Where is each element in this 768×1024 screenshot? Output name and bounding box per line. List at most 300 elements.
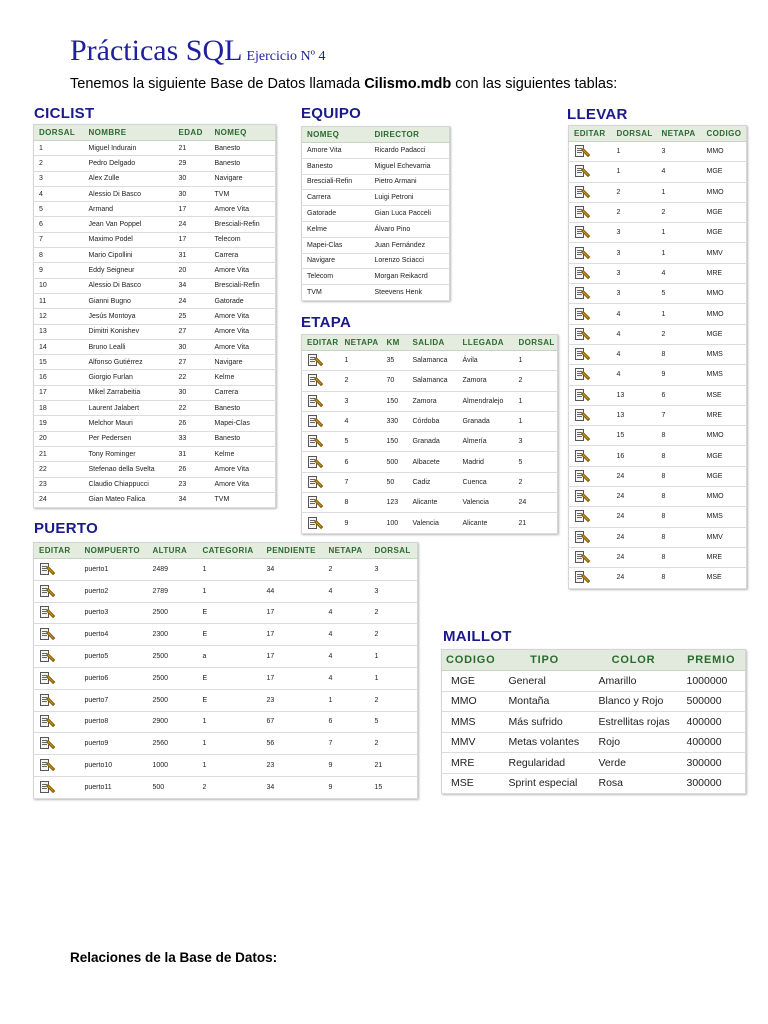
table-cell: 7	[34, 232, 84, 247]
table-cell: 4	[324, 602, 370, 624]
table-cell: 3	[370, 559, 418, 581]
table-cell: 2500	[148, 689, 198, 711]
edit-cell[interactable]	[302, 371, 340, 391]
table-cell: MMS	[702, 507, 747, 527]
table-cell: 2300	[148, 624, 198, 646]
table-cell: 29	[174, 156, 210, 171]
table-cell: 2	[657, 202, 702, 222]
table-row	[302, 206, 450, 222]
table-row	[569, 243, 747, 263]
table-cell: puerto2	[80, 580, 148, 602]
edit-cell[interactable]	[569, 487, 612, 507]
table-cell: Amore Vita	[210, 263, 276, 278]
table-row	[34, 171, 276, 186]
table-cell: MMV	[442, 732, 500, 753]
edit-cell[interactable]	[569, 263, 612, 283]
table-cell: MMO	[702, 304, 747, 324]
table-row	[34, 339, 276, 354]
table-cell: 17	[262, 667, 324, 689]
table-row	[569, 426, 747, 446]
table-cell: 2	[612, 202, 657, 222]
table-cell: Amore Vita	[210, 462, 276, 477]
edit-record-icon[interactable]	[39, 671, 55, 686]
table-cell: 3	[612, 263, 657, 283]
table-row	[34, 385, 276, 400]
table-cell: 2	[514, 371, 558, 391]
edit-record-icon[interactable]	[574, 246, 590, 261]
edit-record-icon[interactable]	[574, 570, 590, 585]
edit-record-icon[interactable]	[574, 144, 590, 159]
table-row	[34, 416, 276, 431]
etapa-col-header: SALIDA	[408, 335, 458, 351]
table-cell: 26	[174, 416, 210, 431]
table-cell: 17	[262, 624, 324, 646]
table-cell: 8	[34, 248, 84, 263]
table-cell: 300000	[678, 773, 746, 794]
edit-cell[interactable]	[569, 223, 612, 243]
edit-record-icon[interactable]	[574, 205, 590, 220]
table-cell: Pietro Armani	[370, 174, 450, 190]
table-cell: 2500	[148, 646, 198, 668]
table-cell: 3	[612, 284, 657, 304]
edit-record-icon[interactable]	[574, 347, 590, 362]
table-cell: 1	[514, 391, 558, 411]
edit-record-icon[interactable]	[307, 353, 323, 368]
table-row	[442, 773, 746, 794]
edit-record-icon[interactable]	[39, 780, 55, 795]
table-row	[569, 405, 747, 425]
table-cell: Steevens Henk	[370, 285, 450, 301]
puerto-table	[33, 542, 418, 799]
table-cell: Maximo Podel	[84, 232, 174, 247]
table-cell: 21	[34, 446, 84, 461]
llevar-col-header: EDITAR	[569, 126, 612, 142]
edit-cell[interactable]	[569, 568, 612, 588]
table-cell: a	[198, 646, 262, 668]
table-cell: 17	[174, 232, 210, 247]
table-cell: Regularidad	[500, 753, 590, 774]
table-cell: Amore Vita	[210, 202, 276, 217]
edit-record-icon[interactable]	[574, 530, 590, 545]
edit-record-icon[interactable]	[574, 550, 590, 565]
edit-cell[interactable]	[302, 351, 340, 371]
edit-cell[interactable]	[569, 426, 612, 446]
table-cell: Kelme	[210, 446, 276, 461]
edit-cell[interactable]	[302, 452, 340, 472]
table-cell: Almendralejo	[458, 391, 514, 411]
edit-cell[interactable]	[34, 646, 80, 668]
edit-cell[interactable]	[569, 324, 612, 344]
maillot-col-header: TIPO	[500, 650, 590, 671]
table-cell: TVM	[210, 492, 276, 507]
table-cell: 8	[657, 466, 702, 486]
edit-cell[interactable]	[569, 243, 612, 263]
table-cell: 8	[657, 507, 702, 527]
etapa-col-header: EDITAR	[302, 335, 340, 351]
edit-record-icon[interactable]	[39, 584, 55, 599]
table-cell: 7	[657, 405, 702, 425]
edit-record-icon[interactable]	[307, 373, 323, 388]
table-cell: 5	[34, 202, 84, 217]
edit-record-icon[interactable]	[574, 428, 590, 443]
table-cell: 6	[657, 385, 702, 405]
table-row	[569, 568, 747, 588]
table-cell: Navigare	[210, 171, 276, 186]
table-cell: Carrera	[210, 248, 276, 263]
edit-cell[interactable]	[34, 602, 80, 624]
table-cell: Blanco y Rojo	[590, 691, 678, 712]
table-row	[34, 355, 276, 370]
table-cell: 7	[324, 733, 370, 755]
table-cell: 1	[657, 182, 702, 202]
table-cell: 8	[657, 344, 702, 364]
edit-record-icon[interactable]	[39, 649, 55, 664]
table-cell: Amore Vita	[210, 324, 276, 339]
edit-cell[interactable]	[569, 344, 612, 364]
table-row	[34, 263, 276, 278]
table-cell: Mapei-Clas	[302, 237, 370, 253]
table-cell: Laurent Jalabert	[84, 401, 174, 416]
edit-cell[interactable]	[302, 432, 340, 452]
table-cell: puerto11	[80, 776, 148, 798]
table-cell: 22	[174, 401, 210, 416]
edit-record-icon[interactable]	[39, 605, 55, 620]
table-cell: 1	[370, 646, 418, 668]
table-cell: Alfonso Gutiérrez	[84, 355, 174, 370]
table-cell: Alessio Di Basco	[84, 278, 174, 293]
table-cell: Amore Vita	[302, 143, 370, 159]
edit-cell[interactable]	[569, 202, 612, 222]
etapa-col-header: NETAPA	[340, 335, 382, 351]
edit-cell[interactable]	[569, 507, 612, 527]
edit-cell[interactable]	[569, 284, 612, 304]
edit-record-icon[interactable]	[574, 164, 590, 179]
table-cell: 4	[612, 344, 657, 364]
table-cell: Granada	[458, 411, 514, 431]
table-cell: MSE	[702, 568, 747, 588]
table-cell: Jean Van Poppel	[84, 217, 174, 232]
maillot-col-header: PREMIO	[678, 650, 746, 671]
table-cell: Alicante	[408, 493, 458, 513]
table-cell: 4	[324, 624, 370, 646]
table-row	[302, 351, 558, 371]
table-cell: MMO	[702, 142, 747, 162]
edit-cell[interactable]	[34, 580, 80, 602]
table-row	[302, 432, 558, 452]
llevar-col-header: DORSAL	[612, 126, 657, 142]
edit-cell[interactable]	[569, 182, 612, 202]
equipo-heading: EQUIPO	[301, 105, 362, 122]
table-cell: General	[500, 671, 590, 692]
table-cell: 5	[370, 711, 418, 733]
edit-record-icon[interactable]	[574, 185, 590, 200]
edit-record-icon[interactable]	[307, 394, 323, 409]
edit-record-icon[interactable]	[574, 408, 590, 423]
table-cell: 500	[382, 452, 408, 472]
table-cell: Tony Rominger	[84, 446, 174, 461]
table-cell: MMO	[702, 487, 747, 507]
table-cell: MMS	[702, 365, 747, 385]
table-cell: Per Pedersen	[84, 431, 174, 446]
table-row	[569, 507, 747, 527]
table-cell: 123	[382, 493, 408, 513]
edit-cell[interactable]	[569, 527, 612, 547]
table-cell: Gatorade	[302, 206, 370, 222]
table-row	[302, 452, 558, 472]
table-cell: 6	[34, 217, 84, 232]
table-cell: 2	[370, 602, 418, 624]
table-row	[569, 527, 747, 547]
table-cell: 300000	[678, 753, 746, 774]
table-cell: Morgan Reikacrd	[370, 269, 450, 285]
table-cell: Zamora	[458, 371, 514, 391]
table-cell: 31	[174, 446, 210, 461]
edit-cell[interactable]	[34, 667, 80, 689]
table-cell: 1000000	[678, 671, 746, 692]
edit-record-icon[interactable]	[307, 475, 323, 490]
intro-text	[70, 76, 617, 92]
table-cell: 30	[174, 186, 210, 201]
db-name: Cilismo.mdb	[364, 76, 452, 92]
table-cell: Jesús Montoya	[84, 309, 174, 324]
edit-cell[interactable]	[302, 472, 340, 492]
table-cell: 2560	[148, 733, 198, 755]
ciclist-col-header: NOMEQ	[210, 125, 276, 141]
edit-cell[interactable]	[569, 446, 612, 466]
table-cell: 330	[382, 411, 408, 431]
table-cell: Stefenao della Svelta	[84, 462, 174, 477]
puerto-col-header: CATEGORIA	[198, 543, 262, 559]
table-cell: puerto3	[80, 602, 148, 624]
edit-cell[interactable]	[569, 304, 612, 324]
table-cell: Eddy Seigneur	[84, 263, 174, 278]
table-row	[34, 776, 418, 798]
puerto-col-header: EDITAR	[34, 543, 80, 559]
edit-cell[interactable]	[569, 162, 612, 182]
page-title	[70, 34, 325, 68]
table-cell: 24	[612, 507, 657, 527]
table-row	[302, 158, 450, 174]
table-cell: 2	[370, 733, 418, 755]
table-cell: Banesto	[210, 141, 276, 156]
table-cell: 1	[340, 351, 382, 371]
edit-record-icon[interactable]	[307, 495, 323, 510]
table-cell: 1	[514, 351, 558, 371]
table-cell: 14	[34, 339, 84, 354]
edit-record-icon[interactable]	[574, 367, 590, 382]
table-cell: E	[198, 602, 262, 624]
table-cell: 5	[340, 432, 382, 452]
table-cell: Albacete	[408, 452, 458, 472]
edit-record-icon[interactable]	[574, 469, 590, 484]
table-cell: Estrellitas rojas	[590, 712, 678, 733]
edit-cell[interactable]	[569, 365, 612, 385]
edit-record-icon[interactable]	[307, 414, 323, 429]
table-cell: 16	[612, 446, 657, 466]
table-cell: 2	[514, 472, 558, 492]
table-row	[34, 446, 276, 461]
edit-record-icon[interactable]	[574, 388, 590, 403]
table-cell: Bresciali-Refin	[210, 278, 276, 293]
table-cell: Alex Zulle	[84, 171, 174, 186]
table-cell: 16	[34, 370, 84, 385]
table-cell: 70	[382, 371, 408, 391]
edit-record-icon[interactable]	[39, 693, 55, 708]
table-cell: 24	[612, 547, 657, 567]
table-cell: Kelme	[302, 221, 370, 237]
table-cell: 3	[34, 171, 84, 186]
table-cell: Cuenca	[458, 472, 514, 492]
table-cell: 2	[612, 182, 657, 202]
edit-cell[interactable]	[34, 624, 80, 646]
edit-record-icon[interactable]	[574, 286, 590, 301]
etapa-header-row	[302, 335, 558, 351]
table-row	[302, 371, 558, 391]
table-cell: 4	[324, 580, 370, 602]
table-cell: 1	[370, 667, 418, 689]
table-row	[34, 232, 276, 247]
table-row	[34, 186, 276, 201]
edit-cell[interactable]	[569, 142, 612, 162]
edit-record-icon[interactable]	[574, 509, 590, 524]
puerto-col-header: DORSAL	[370, 543, 418, 559]
table-cell: 1	[198, 733, 262, 755]
table-row	[302, 237, 450, 253]
table-cell: Verde	[590, 753, 678, 774]
llevar-col-header: CODIGO	[702, 126, 747, 142]
edit-record-icon[interactable]	[307, 455, 323, 470]
maillot-heading: MAILLOT	[443, 628, 512, 645]
table-cell: Metas volantes	[500, 732, 590, 753]
table-cell: MRE	[442, 753, 500, 774]
table-row	[34, 492, 276, 507]
table-cell: 9	[340, 513, 382, 533]
table-cell: 10	[34, 278, 84, 293]
table-row	[569, 202, 747, 222]
table-cell: 1	[657, 223, 702, 243]
table-cell: Valencia	[408, 513, 458, 533]
edit-cell[interactable]	[34, 755, 80, 777]
table-cell: MMV	[702, 243, 747, 263]
table-cell: puerto1	[80, 559, 148, 581]
table-cell: 4	[324, 667, 370, 689]
table-row	[569, 365, 747, 385]
table-row	[34, 477, 276, 492]
table-cell: 150	[382, 432, 408, 452]
table-cell: MGE	[442, 671, 500, 692]
edit-record-icon[interactable]	[307, 434, 323, 449]
table-cell: Rosa	[590, 773, 678, 794]
table-row	[34, 559, 418, 581]
edit-cell[interactable]	[34, 559, 80, 581]
table-row	[569, 446, 747, 466]
table-cell: Telecom	[302, 269, 370, 285]
table-cell: 17	[174, 202, 210, 217]
table-cell: 20	[174, 263, 210, 278]
table-row	[34, 324, 276, 339]
edit-record-icon[interactable]	[574, 327, 590, 342]
table-row	[302, 221, 450, 237]
etapa-heading: ETAPA	[301, 314, 352, 331]
table-cell: Navigare	[302, 253, 370, 269]
table-cell: MMS	[442, 712, 500, 733]
edit-record-icon[interactable]	[574, 489, 590, 504]
table-cell: 500000	[678, 691, 746, 712]
table-cell: MMO	[702, 182, 747, 202]
table-cell: Miguel Echevarria	[370, 158, 450, 174]
edit-cell[interactable]	[34, 733, 80, 755]
table-row	[34, 370, 276, 385]
edit-record-icon[interactable]	[307, 516, 323, 531]
table-cell: 17	[34, 385, 84, 400]
table-cell: 27	[174, 355, 210, 370]
table-cell: 6	[324, 711, 370, 733]
table-cell: 4	[340, 411, 382, 431]
table-row	[34, 667, 418, 689]
table-cell: 4	[612, 324, 657, 344]
table-cell: 31	[174, 248, 210, 263]
table-cell: MRE	[702, 547, 747, 567]
table-cell: 2900	[148, 711, 198, 733]
table-cell: 3	[370, 580, 418, 602]
table-cell: 4	[612, 304, 657, 324]
table-cell: 9	[34, 263, 84, 278]
edit-cell[interactable]	[569, 547, 612, 567]
edit-record-icon[interactable]	[574, 449, 590, 464]
table-cell: 9	[657, 365, 702, 385]
edit-record-icon[interactable]	[39, 562, 55, 577]
table-row	[442, 712, 746, 733]
table-cell: Banesto	[302, 158, 370, 174]
edit-cell[interactable]	[569, 385, 612, 405]
table-row	[302, 285, 450, 301]
table-cell: Córdoba	[408, 411, 458, 431]
table-cell: 24	[612, 527, 657, 547]
table-cell: 13	[34, 324, 84, 339]
table-row	[302, 190, 450, 206]
table-cell: TVM	[210, 186, 276, 201]
etapa-col-header: KM	[382, 335, 408, 351]
edit-record-icon[interactable]	[574, 266, 590, 281]
table-row	[34, 733, 418, 755]
edit-cell[interactable]	[302, 513, 340, 533]
edit-cell[interactable]	[34, 776, 80, 798]
edit-record-icon[interactable]	[574, 225, 590, 240]
table-cell: Almería	[458, 432, 514, 452]
table-cell: 1	[612, 142, 657, 162]
edit-cell[interactable]	[302, 391, 340, 411]
edit-cell[interactable]	[302, 493, 340, 513]
edit-cell[interactable]	[569, 466, 612, 486]
table-row	[302, 269, 450, 285]
table-cell: Juan Fernández	[370, 237, 450, 253]
edit-record-icon[interactable]	[39, 736, 55, 751]
edit-record-icon[interactable]	[39, 758, 55, 773]
table-cell: MGE	[702, 223, 747, 243]
edit-cell[interactable]	[302, 411, 340, 431]
edit-record-icon[interactable]	[39, 714, 55, 729]
table-cell: 15	[612, 426, 657, 446]
edit-cell[interactable]	[34, 689, 80, 711]
table-cell: MGE	[702, 162, 747, 182]
table-cell: 8	[657, 527, 702, 547]
edit-record-icon[interactable]	[574, 307, 590, 322]
table-cell: 34	[262, 776, 324, 798]
edit-cell[interactable]	[569, 405, 612, 425]
edit-cell[interactable]	[34, 711, 80, 733]
table-cell: Cadiz	[408, 472, 458, 492]
edit-record-icon[interactable]	[39, 627, 55, 642]
